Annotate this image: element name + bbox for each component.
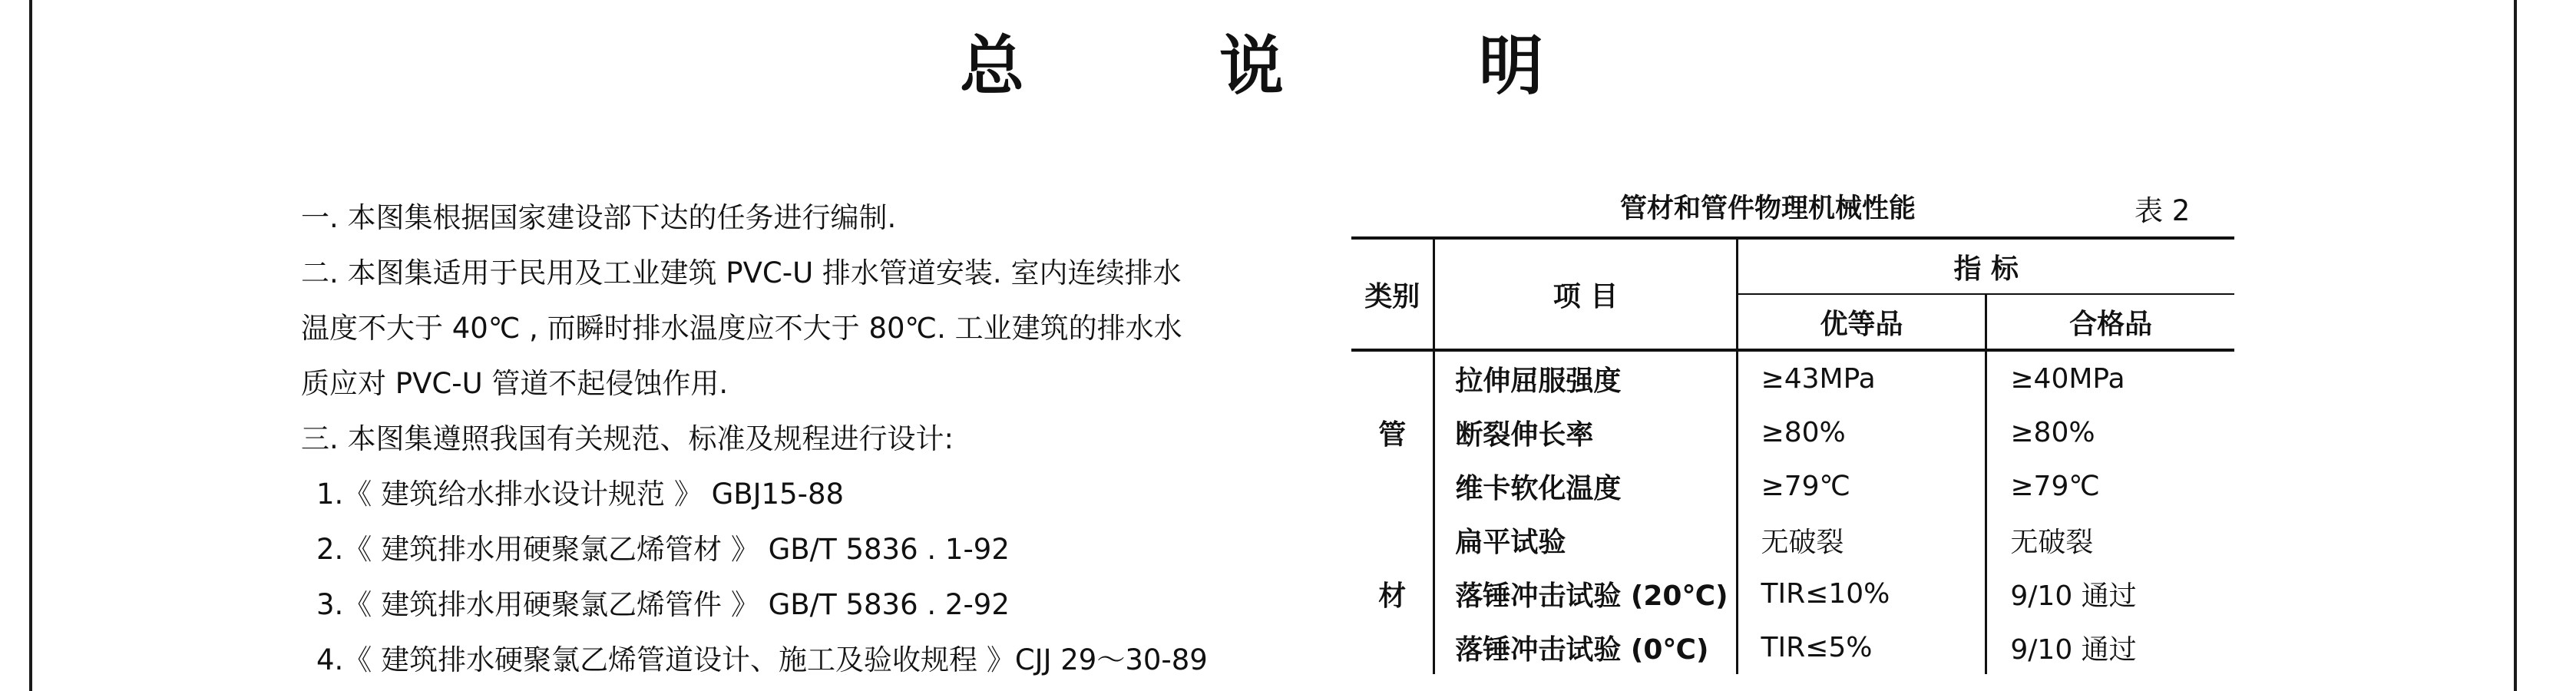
- general-notes: [301, 190, 1208, 688]
- grade2-cell: 9/10 通过: [1986, 620, 2234, 674]
- grade1-cell: 无破裂: [1737, 513, 1986, 567]
- item-cell: 落锤冲击试验 (20℃): [1434, 567, 1737, 620]
- grade2-cell: ≥80%: [1986, 405, 2234, 459]
- note-line: 3.《 建筑排水用硬聚氯乙烯管件 》 GB/T 5836 . 2-92: [316, 588, 1010, 621]
- table-number: 表 2: [2135, 194, 2191, 227]
- grade1-cell: ≥80%: [1737, 405, 1986, 459]
- properties-table: [1351, 236, 2234, 674]
- frame-border-right: [2514, 0, 2517, 691]
- note-line: 质应对 PVC-U 管道不起侵蚀作用.: [301, 367, 729, 400]
- table-row: [1351, 350, 2234, 405]
- table-caption: 管材和管件物理机械性能: [1620, 193, 1916, 224]
- title-char: 明: [1478, 28, 1543, 104]
- category-cell: 材: [1378, 580, 1407, 612]
- note-line: 一. 本图集根据国家建设部下达的任务进行编制.: [301, 201, 897, 234]
- item-cell: 拉伸屈服强度: [1434, 350, 1737, 405]
- category-cell: 管: [1378, 418, 1407, 451]
- item-cell: 断裂伸长率: [1434, 405, 1737, 459]
- header-grade1: 优等品: [1737, 294, 1986, 350]
- table-row: [1351, 405, 2234, 459]
- note-line: 2.《 建筑排水用硬聚氯乙烯管材 》 GB/T 5836 . 1-92: [316, 533, 1010, 566]
- category-cell: [1351, 620, 1434, 674]
- category-cell: [1351, 350, 1434, 405]
- category-cell: [1351, 513, 1434, 567]
- table-row: [1351, 513, 2234, 567]
- grade2-cell: 9/10 通过: [1986, 567, 2234, 620]
- page-title: [960, 28, 1543, 104]
- table-row: [1351, 459, 2234, 513]
- grade2-cell: ≥40MPa: [1986, 350, 2234, 405]
- header-grade2: 合格品: [1986, 294, 2234, 350]
- note-line: 1.《 建筑给水排水设计规范 》 GBJ15-88: [316, 478, 845, 511]
- item-cell: 扁平试验: [1434, 513, 1737, 567]
- title-char: 说: [1219, 28, 1284, 104]
- title-char: 总: [960, 28, 1025, 104]
- header-category: 类别: [1351, 238, 1434, 350]
- note-line: 4.《 建筑排水硬聚氯乙烯管道设计、施工及验收规程 》CJJ 29～30-89: [316, 643, 1208, 676]
- grade1-cell: ≥43MPa: [1737, 350, 1986, 405]
- grade2-cell: ≥79℃: [1986, 459, 2234, 513]
- grade1-cell: TIR≤10%: [1737, 567, 1986, 620]
- grade1-cell: TIR≤5%: [1737, 620, 1986, 674]
- grade1-cell: ≥79℃: [1737, 459, 1986, 513]
- category-cell: [1351, 459, 1434, 513]
- header-indicator: 指 标: [1737, 238, 2234, 294]
- note-line: 温度不大于 40℃ , 而瞬时排水温度应不大于 80℃. 工业建筑的排水水: [301, 312, 1182, 345]
- note-line: 三. 本图集遵照我国有关规范、标准及规程进行设计:: [301, 422, 954, 455]
- item-cell: 维卡软化温度: [1434, 459, 1737, 513]
- table-row: [1351, 567, 2234, 620]
- item-cell: 落锤冲击试验 (0℃): [1434, 620, 1737, 674]
- frame-border-left: [29, 0, 32, 691]
- grade2-cell: 无破裂: [1986, 513, 2234, 567]
- header-item: 项 目: [1434, 238, 1737, 350]
- table-row: [1351, 620, 2234, 674]
- note-line: 二. 本图集适用于民用及工业建筑 PVC-U 排水管道安装. 室内连续排水: [301, 256, 1182, 289]
